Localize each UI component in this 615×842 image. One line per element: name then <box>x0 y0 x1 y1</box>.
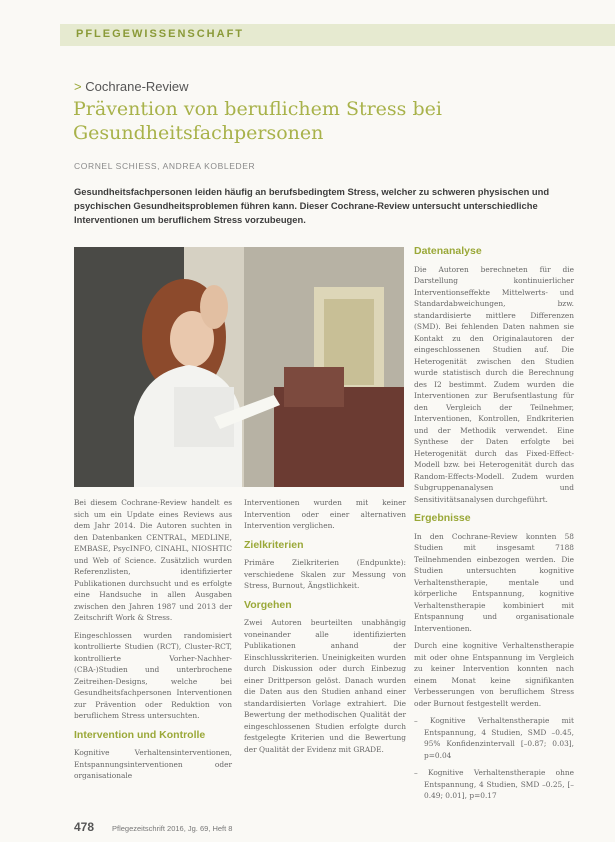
list-item: – Kognitive Verhaltenstherapie ohne Entspannung, 4 Studien, SMD –0.25, [–0.49; 0.01], p=0.17 <box>414 768 574 800</box>
paragraph: Durch eine kognitive Verhaltenstherapie mit oder ohne Entspannung im Vergleich zu keiner Intervention konnten nach einem Monat keine signifikanten Verbesserungen von beruflichem Stress oder Burnout festgestellt werden. <box>414 641 574 708</box>
heading-ergebnisse: Ergebnisse <box>414 512 471 524</box>
paragraph: Eingeschlossen wurden randomisiert kontrollierte Studien (RCT), Cluster-RCT, kontrollierte Vorher-Nachher-(CBA-)Studien und unterbrochene Zeitreihen-Designs, welche bei Gesundheitsfachpersonen Interventionen zur Prävention oder Reduktion von beruflichem Stress untersuchten. <box>74 630 232 720</box>
article-authors: CORNEL SCHIESS, ANDREA KOBLEDER <box>74 161 256 171</box>
nurse-photo <box>74 247 404 487</box>
column-middle <box>244 497 406 761</box>
paragraph: Interventionen wurden mit keiner Intervention oder einer alternativen Intervention verglichen. <box>244 498 406 530</box>
paragraph: Primäre Zielkriterien (Endpunkte): verschiedene Skalen zur Messung von Stress, Burnout, Ängstlichkeit. <box>244 558 406 590</box>
list-item: – Kognitive Verhaltenstherapie mit Entspannung, 4 Studien, SMD –0.45, 95% Konfidenzintervall [–0.87; 0.03], p=0.04 <box>414 716 574 760</box>
section-band <box>60 24 615 46</box>
paragraph: In den Cochrane-Review konnten 58 Studien mit insgesamt 7188 Teilnehmenden einbezogen werden. Die Studien untersuchten kognitive Verhaltenstherapie, mentale und körperliche Entspannung, kognitive Verhaltenstherapie kombiniert mit Entspannung und organisationale Interventionen. <box>414 531 574 633</box>
paragraph: Zwei Autoren beurteilten unabhängig voneinander alle identifizierten Publikationen anhand der Einschlusskriterien. Uneinigkeiten wurden durch Diskussion oder durch Einbezug einer Drittperson gelöst. Danach wurden die Daten aus den Studien anhand einer standardisierten Vorlage extrahiert. Die Bewertung der methodischen Qualität der eingeschlossenen Studien erfolgte durch festgelegte Kriterien und die Bewertung der Qualität der Evidenz mit GRADE. <box>244 618 406 754</box>
page-number: 478 <box>74 820 95 834</box>
kicker-label: Cochrane-Review <box>85 79 189 94</box>
heading-zielkriterien: Zielkriterien <box>244 538 304 551</box>
paragraph: Bei diesem Cochrane-Review handelt es sich um ein Update eines Reviews aus dem Jahr 2014. Die Autoren suchten in den Datenbanken CENTRAL, MEDLINE, EMBASE, PsycINFO, CINAHL, NIOSHTIC und Web of Science. Zusätzlich wurden Referenzlisten, identifizierter Publikationen durchsucht und es erfolgte eine Handsuche in allen Ausgaben zwischen den Jahren 1987 und 2013 der Zeitschrift Work & Stress. <box>74 498 232 622</box>
column-left <box>74 497 232 788</box>
chevron-right-icon: > <box>74 79 82 94</box>
column-right <box>414 246 574 808</box>
section-label: PFLEGEWISSENSCHAFT <box>76 28 245 40</box>
heading-intervention: Intervention und Kontrolle <box>74 728 206 741</box>
article-kicker <box>74 79 189 94</box>
article-lead: Gesundheitsfachpersonen leiden häufig an berufsbedingtem Stress, welcher zu schweren physischen und psychischen Gesundheitsproblemen führen kann. Dieser Cochrane-Review untersucht unterschiedliche Interventionen um beruflichem Stress vorzubeugen. <box>74 186 550 225</box>
article-title: Prävention von beruflichem Stress bei Gesundheitsfachpersonen <box>73 98 442 144</box>
heading-vorgehen: Vorgehen <box>244 598 292 611</box>
footer-source: Pflegezeitschrift 2016, Jg. 69, Heft 8 <box>112 824 233 833</box>
heading-datenanalyse: Datenanalyse <box>414 245 482 257</box>
paragraph: Kognitive Verhaltensinterventionen, Entspannungsinterventionen oder organisationale <box>74 748 232 780</box>
paragraph: Die Autoren berechneten für die Darstellung kontinuierlicher Interventionseffekte Mittelwerts- und Standardabweichungen, bzw. standardisierte mittlere Differenzen (SMD). Bei fehlenden Daten nahmen sie Kontakt zu den Originalautoren der eingeschlossenen Studien auf. Die Heterogenität zwischen den Studien wurde statistisch durch die Berechnung des I2 bestimmt. Zudem wurden die Interventionen zur Berufsentlastung für den Vergleich der Teilnehmer, Interventionen, Kontrollen, Endkriterien und der Methodik verwendet. Eine Synthese der Daten erfolgte bei Heterogenität durch das Fixed-Effect-Modell bzw. bei Heterogenität durch das Random-Effects-Modell. Zudem wurden Subgruppenanalysen und Sensitivitätsanalysen durchgeführt. <box>414 264 574 504</box>
